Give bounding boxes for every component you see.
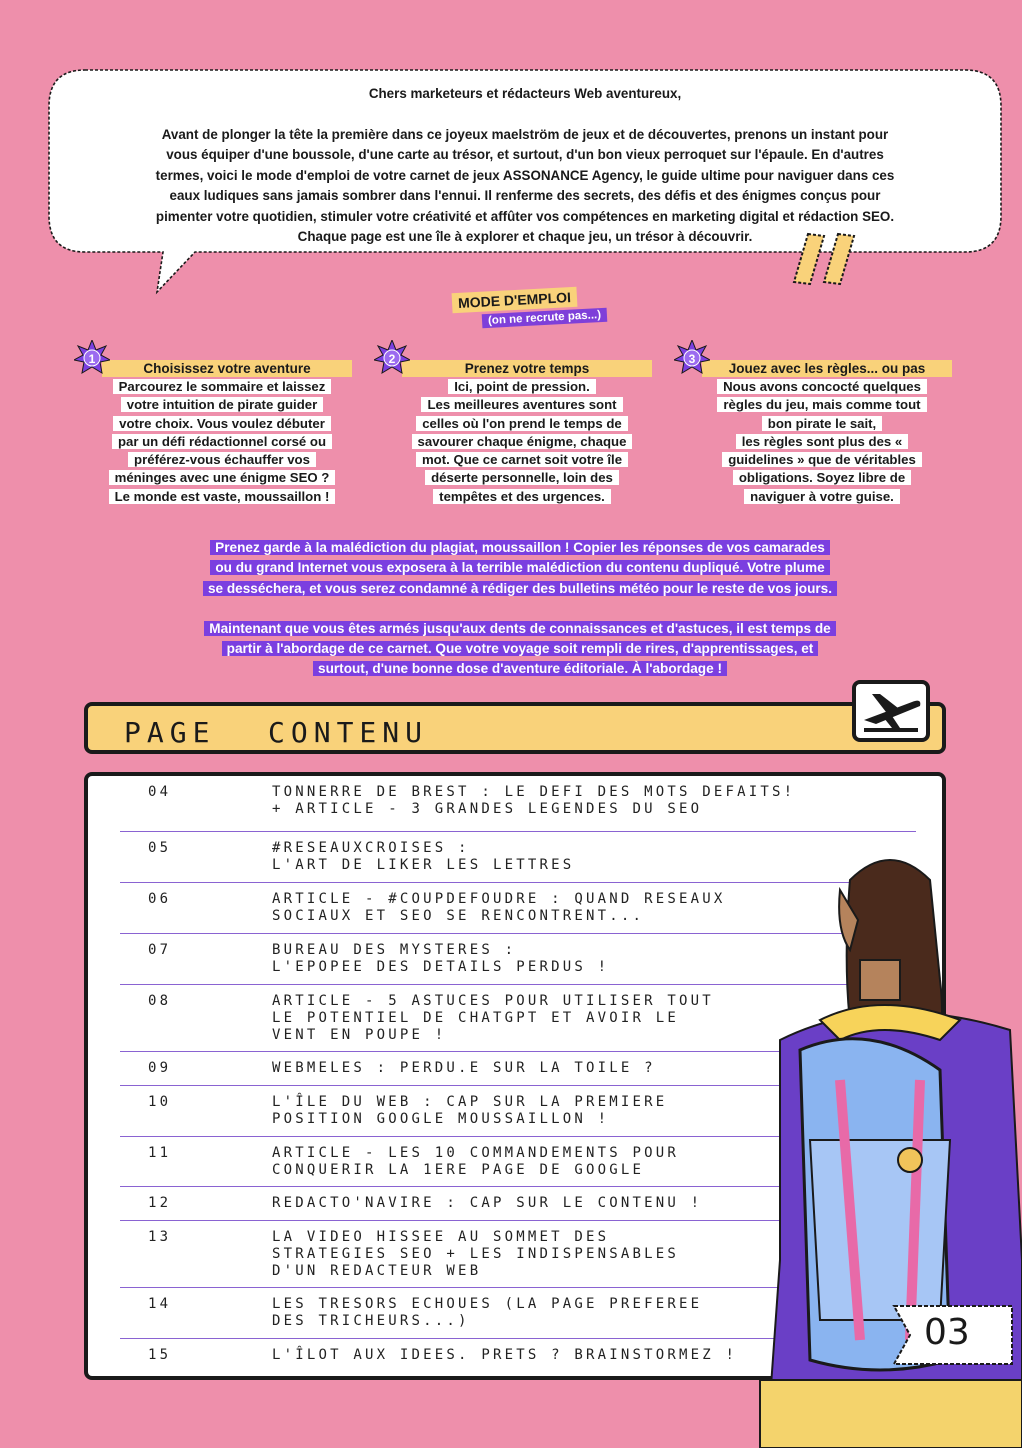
step-line: mot. Que ce carnet soit votre île (416, 452, 628, 467)
row-content: BUREAU DES MYSTERES : L'EPOPEE DES DETAILS PERDUS ! (272, 942, 610, 975)
step-line: les règles sont plus des « (736, 434, 909, 449)
step-line: Le monde est vaste, moussaillon ! (109, 489, 336, 504)
row-page: 11 (148, 1145, 172, 1161)
row-content: LA VIDEO HISSEE AU SOMMET DES STRATEGIES SEO + LES INDISPENSABLES D'UN REDACTEUR WEB (272, 1229, 680, 1279)
step-line: votre intuition de pirate guider (121, 397, 324, 412)
row-content: #RESEAUXCROISES : L'ART DE LIKER LES LETTRES (272, 840, 575, 873)
row-page: 13 (148, 1229, 172, 1245)
page-number: 03 (924, 1312, 970, 1353)
step-2 (388, 346, 652, 506)
mode-title: MODE D'EMPLOI (452, 287, 578, 314)
plagiarism-notice (160, 538, 880, 680)
row-content: ARTICLE - #COUPDEFOUDRE : QUAND RESEAUX SOCIAUX ET SEO SE RENCONTRENT... (272, 891, 726, 924)
airplane-icon (856, 684, 926, 738)
step-line: Les meilleures aventures sont (421, 397, 622, 412)
notice-line: surtout, d'une bonne dose d'aventure éditoriale. À l'abordage ! (313, 661, 727, 676)
step-line: savourer chaque énigme, chaque (412, 434, 633, 449)
quote-mark-icon (790, 230, 860, 290)
step-line: obligations. Soyez libre de (733, 470, 911, 485)
row-page: 12 (148, 1195, 172, 1211)
intro-greeting: Chers marketeurs et rédacteurs Web aventureux, (368, 86, 682, 101)
step-number: 3 (688, 352, 696, 366)
step-line: celles où l'on prend le temps de (416, 416, 628, 431)
step-line: Nous avons concocté quelques (717, 379, 927, 394)
intro-line: Avant de plonger la tête la première dans ce joyeux maelström de jeux et de découvertes, prenons un instant pour (161, 126, 889, 142)
row-page: 07 (148, 942, 172, 958)
step-line: bon pirate le sait, (762, 416, 882, 431)
step-line: votre choix. Vous voulez débuter (113, 416, 331, 431)
row-content: ARTICLE - 5 ASTUCES POUR UTILISER TOUT LE POTENTIEL DE CHATGPT ET AVOIR LE VENT EN POUPE ! (272, 993, 714, 1043)
notice-line: Prenez garde à la malédiction du plagiat, moussaillon ! Copier les réponses de vos camarades (210, 540, 830, 555)
row-content: LES TRESORS ECHOUES (LA PAGE PREFEREE DES TRICHEURS...) (272, 1296, 703, 1329)
page-number-tag (884, 1302, 1014, 1368)
step-line: tempêtes et des urgences. (433, 489, 611, 504)
step-line: règles du jeu, mais comme tout (717, 397, 926, 412)
airplane-box (852, 680, 930, 742)
intro-line: eaux ludiques sans jamais sombrer dans l'ennui. Il renferme des secrets, des défis et des énigmes conçus pour (169, 188, 881, 203)
row-page: 04 (148, 784, 172, 800)
intro-line: vous équiper d'une boussole, d'une carte au trésor, et surtout, d'un bon vieux perroquet sur l'épaule. En d'autres (166, 147, 884, 162)
step-line: préférez-vous échauffer vos (128, 452, 316, 467)
star-badge-icon (374, 340, 410, 376)
step-1 (88, 346, 352, 506)
step-title: Jouez avec les règles... ou pas (702, 360, 952, 377)
row-content: WEBMELES : PERDU.E SUR LA TOILE ? (272, 1060, 656, 1076)
step-title: Choisissez votre aventure (102, 360, 352, 377)
notice-line: partir à l'abordage de ce carnet. Que votre voyage soit rempli de rires, d'apprentissages, et (222, 641, 819, 656)
step-line: Parcourez le sommaire et laissez (113, 379, 332, 394)
table-row[interactable] (120, 776, 916, 832)
step-line: déserte personnelle, loin des (425, 470, 619, 485)
intro-line: Chaque page est une île à explorer et chaque jeu, un trésor à découvrir. (297, 229, 753, 244)
column-page-header: PAGE (124, 716, 216, 749)
step-line: naviguer à votre guise. (744, 489, 900, 504)
row-page: 14 (148, 1296, 172, 1312)
step-number: 1 (88, 352, 96, 366)
row-content: L'ÎLOT AUX IDEES. PRETS ? BRAINSTORMEZ ! (272, 1347, 738, 1363)
row-content: REDACTO'NAVIRE : CAP SUR LE CONTENU ! (272, 1195, 703, 1211)
notice-line: se desséchera, et vous serez condamné à rédiger des bulletins météo pour le reste de vos jours. (203, 581, 837, 596)
row-content: L'ÎLE DU WEB : CAP SUR LA PREMIERE POSITION GOOGLE MOUSSAILLON ! (272, 1094, 668, 1127)
notice-line: Maintenant que vous êtes armés jusqu'aux dents de connaissances et d'astuces, il est temps de (204, 621, 835, 636)
contents-header (84, 702, 946, 754)
intro-line: pimenter votre quotidien, stimuler votre créativité et affûter vos compétences en marketing digital et rédaction SEO. (155, 208, 895, 224)
row-page: 06 (148, 891, 172, 907)
notice-line: ou du grand Internet vous exposera à la terrible malédiction du contenu dupliqué. Votre plume (210, 560, 829, 575)
step-line: guidelines » que de véritables (722, 452, 922, 467)
star-badge-icon (74, 340, 110, 376)
step-number: 2 (388, 352, 396, 366)
step-3 (688, 346, 952, 506)
row-content: ARTICLE - LES 10 COMMANDEMENTS POUR CONQUERIR LA 1ERE PAGE DE GOOGLE (272, 1145, 680, 1178)
intro-line: termes, voici le mode d'emploi de votre carnet de jeux ASSONANCE Agency, le guide ultime pour naviguer dans ces (155, 167, 895, 183)
intro-speech-bubble (45, 66, 1005, 292)
step-title: Prenez votre temps (402, 360, 652, 377)
step-line: par un défi rédactionnel corsé ou (112, 434, 332, 449)
row-page: 15 (148, 1347, 172, 1363)
row-page: 08 (148, 993, 172, 1009)
row-page: 05 (148, 840, 172, 856)
column-content-header: CONTENU (268, 716, 429, 749)
step-line: méninges avec une énigme SEO ? (109, 470, 336, 485)
step-line: Ici, point de pression. (448, 379, 596, 394)
row-page: 10 (148, 1094, 172, 1110)
star-badge-icon (674, 340, 710, 376)
row-page: 09 (148, 1060, 172, 1076)
row-content: TONNERRE DE BREST : LE DEFI DES MOTS DEFAITS! + ARTICLE - 3 GRANDES LEGENDES DU SEO (272, 784, 796, 817)
mode-subtitle: (on ne recrute pas...) (482, 308, 608, 329)
